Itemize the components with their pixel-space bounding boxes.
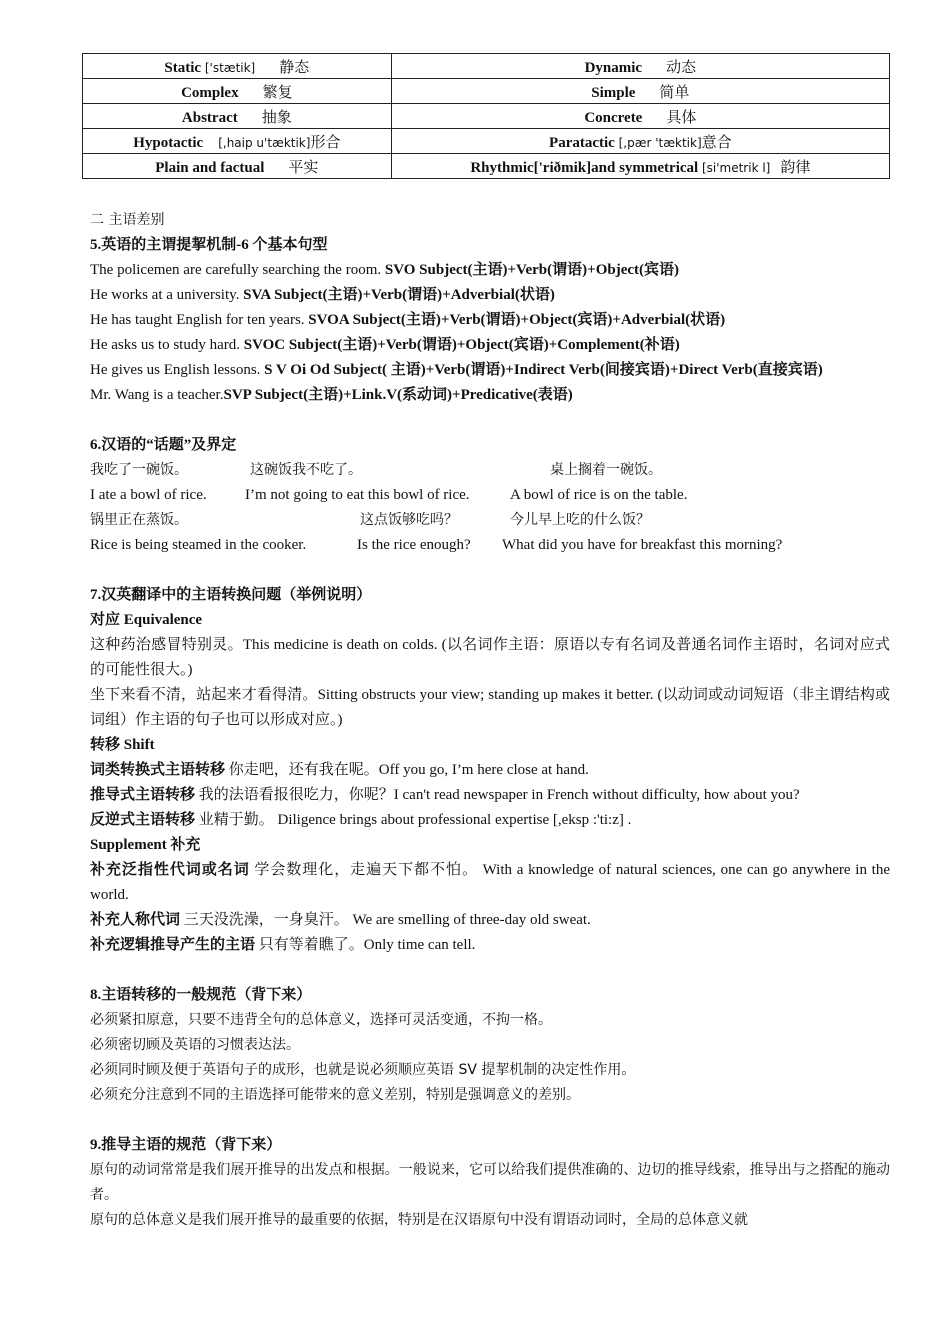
section-heading: 二 主语差别 — [90, 212, 165, 228]
subsection-heading: 8.主语转移的一般规范（背下来） — [90, 987, 312, 1003]
table-cell-left: Hypotactic [,haip u'tæktik]形合 — [83, 129, 392, 154]
subsection-heading: 6.汉语的“话题”及界定 — [90, 437, 237, 453]
table-row — [83, 54, 890, 79]
supplement-line: 补充逻辑推导产生的主语 只有等着瞧了。Only time can tell. — [90, 937, 476, 953]
topic-row-en: I ate a bowl of rice. I’m not going to eat this bowl of rice. A bowl of rice is on the table. — [90, 487, 688, 503]
rule-line: 必须充分注意到不同的主语选择可能带来的意义差别，特别是强调意义的差别。 — [90, 1087, 580, 1103]
rule-line: 必须密切顾及英语的习惯表达法。 — [90, 1037, 300, 1053]
pattern-line: He has taught English for ten years. SVOA Subject(主语)+Verb(谓语)+Object(宾语)+Adverbial(状语) — [90, 312, 726, 328]
table-cell-right: Simple 简单 — [391, 79, 889, 104]
shift-line: 反逆式主语转移 业精于勤。 Diligence brings about professional expertise [,eksp :'ti:z] . — [90, 812, 632, 828]
table-cell-left: Abstract 抽象 — [83, 104, 392, 129]
comparison-table — [82, 53, 890, 179]
table-row — [83, 129, 890, 154]
document-body — [90, 208, 890, 1233]
equivalence-heading: 对应 Equivalence — [90, 612, 203, 628]
table-cell-left: Plain and factual 平实 — [83, 154, 392, 179]
rule-line: 原句的动词常常是我们展开推导的出发点和根据。一般说来，它可以给我们提供准确的、边切的推导线索，推导出与之搭配的施动者。 — [90, 1162, 890, 1203]
table-cell-right: Dynamic 动态 — [391, 54, 889, 79]
supplement-line: 补充泛指性代词或名词 学会数理化，走遍天下都不怕。 With a knowledge of natural sciences, one can go anywhere in the world. — [90, 862, 890, 903]
pattern-line: Mr. Wang is a teacher.SVP Subject(主语)+Link.V(系动词)+Predicative(表语) — [90, 387, 573, 403]
rule-line: 必须紧扣原意，只要不违背全句的总体意义，选择可灵活变通，不拘一格。 — [90, 1012, 552, 1028]
table-cell-right: Paratactic [,pær 'tæktik]意合 — [391, 129, 889, 154]
pattern-line: The policemen are carefully searching the room. SVO Subject(主语)+Verb(谓语)+Object(宾语) — [90, 262, 679, 278]
rule-line: 原句的总体意义是我们展开推导的最重要的依据，特别是在汉语原句中没有谓语动词时，全局的总体意义就 — [90, 1212, 748, 1228]
paragraph: 这种药治感冒特别灵。This medicine is death on colds. (以名词作主语：原语以专有名词及普通名词作主语时，名词对应式的可能性很大。) — [90, 637, 890, 678]
supplement-heading: Supplement 补充 — [90, 837, 201, 853]
subsection-heading: 9.推导主语的规范（背下来） — [90, 1137, 282, 1153]
topic-row-en: Rice is being steamed in the cooker. Is the rice enough? What did you have for breakfast this morning? — [90, 537, 783, 553]
shift-line: 词类转换式主语转移 你走吧，还有我在呢。Off you go, I’m here close at hand. — [90, 762, 589, 778]
shift-heading: 转移 Shift — [90, 737, 155, 753]
pattern-line: He gives us English lessons. S V Oi Od Subject( 主语)+Verb(谓语)+Indirect Verb(间接宾语)+Direct Verb(直接宾语) — [90, 362, 823, 378]
table-row — [83, 104, 890, 129]
shift-line: 推导式主语转移 我的法语看报很吃力，你呢？I can't read newspaper in French without difficulty, how about you? — [90, 787, 800, 803]
table-cell-right: Concrete 具体 — [391, 104, 889, 129]
subsection-heading: 5.英语的主谓提挈机制-6 个基本句型 — [90, 237, 328, 253]
topic-row-cn: 锅里正在蒸饭。 这点饭够吃吗？ 今儿早上吃的什么饭？ — [90, 512, 650, 528]
pattern-line: He works at a university. SVA Subject(主语)+Verb(谓语)+Adverbial(状语) — [90, 287, 555, 303]
rule-line: 必须同时顾及便于英语句子的成形，也就是说必须顺应英语 SV 提挈机制的决定性作用。 — [90, 1062, 636, 1078]
topic-row-cn: 我吃了一碗饭。 这碗饭我不吃了。 桌上搁着一碗饭。 — [90, 462, 662, 478]
table-cell-right: Rhythmic['riðmik]and symmetrical [si'metrik l] 韵律 — [391, 154, 889, 179]
paragraph: 坐下来看不清，站起来才看得清。Sitting obstructs your view; standing up makes it better. (以动词或动词短语（非主谓结构或词组）作主语的句子也可以形成对应。) — [90, 687, 890, 728]
table-row — [83, 79, 890, 104]
table-cell-left: Static ['stætik] 静态 — [83, 54, 392, 79]
table-cell-left: Complex 繁复 — [83, 79, 392, 104]
supplement-line: 补充人称代词 三天没洗澡，一身臭汗。 We are smelling of three-day old sweat. — [90, 912, 591, 928]
subsection-heading: 7.汉英翻译中的主语转换问题（举例说明） — [90, 587, 372, 603]
pattern-line: He asks us to study hard. SVOC Subject(主语)+Verb(谓语)+Object(宾语)+Complement(补语) — [90, 337, 680, 353]
table-row — [83, 154, 890, 179]
